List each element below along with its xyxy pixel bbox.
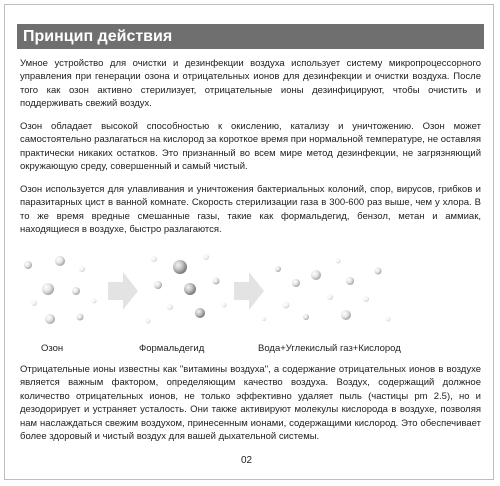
formaldehyde-molecules-group bbox=[146, 254, 227, 324]
caption-ozone: Озон bbox=[41, 343, 64, 354]
paragraph-device-intro: Умное устройство для очистки и дезинфекции воздуха использует систему микропроцессорного управления при генерации озона и отрицательных ионов для дезинфекции и очистки воздуха. После того как озон активно стерилизует, отрицательные ионы дезинфицируют, чтобы очистить и поддерживать свежий воздух. bbox=[20, 58, 481, 110]
paragraph-negative-ions: Отрицательные ионы известны как "витамины воздуха", а содержание отрицательных ионов в воздухе является важным фактором, определяющим качество воздуха. Воздух, содержащий должное количество отрицательных ионов, не только эффективно удаляет пыль (частицы pm 2.5), но и дезодорирует и устраняет усталость. Они также активируют молекулы кислорода в воздухе, позволяя нам наслаждаться свежим воздухом, принесенным ионами, содержащими кислород. Это обеспечивает более здоровый и чистый воздух для вашей дыхательной системы. bbox=[20, 364, 481, 443]
paragraph-ozone-properties: Озон обладает высокой способностью к окислению, катализу и уничтожению. Озон может самостоятельно разлагаться на кислород за короткое время при нормальной температуре, не оставляя практически никаких остатков. Это признанный во всем мире метод дезинфекции, не загрязняющий окружающую среду, совершенный и самый чистый. bbox=[20, 121, 481, 173]
section-title: Принцип действия bbox=[23, 28, 173, 45]
caption-products: Вода+Углекислый газ+Кислород bbox=[258, 343, 401, 354]
page-number: 02 bbox=[241, 455, 253, 466]
caption-formaldehyde: Формальдегид bbox=[139, 343, 205, 354]
paragraph-ozone-usage: Озон используется для улавливания и уничтожения бактериальных колоний, спор, вирусов, грибков и паразитарных цист в ванной комнате. Скорость стерилизации газа в 300-600 раз выше, чем у хлора. В то же время вредные смешанные газы, такие как формальдегид, бензол, метан и аммиак, находящиеся в воздухе, быстро разлагаются. bbox=[20, 184, 481, 236]
arrow-right-icon bbox=[234, 272, 264, 310]
arrow-right-icon bbox=[108, 272, 138, 310]
ozone-molecules-group bbox=[24, 256, 97, 324]
ozone-reaction-illustration bbox=[20, 247, 480, 339]
section-header bbox=[17, 24, 484, 49]
products-molecules-group bbox=[262, 259, 391, 322]
